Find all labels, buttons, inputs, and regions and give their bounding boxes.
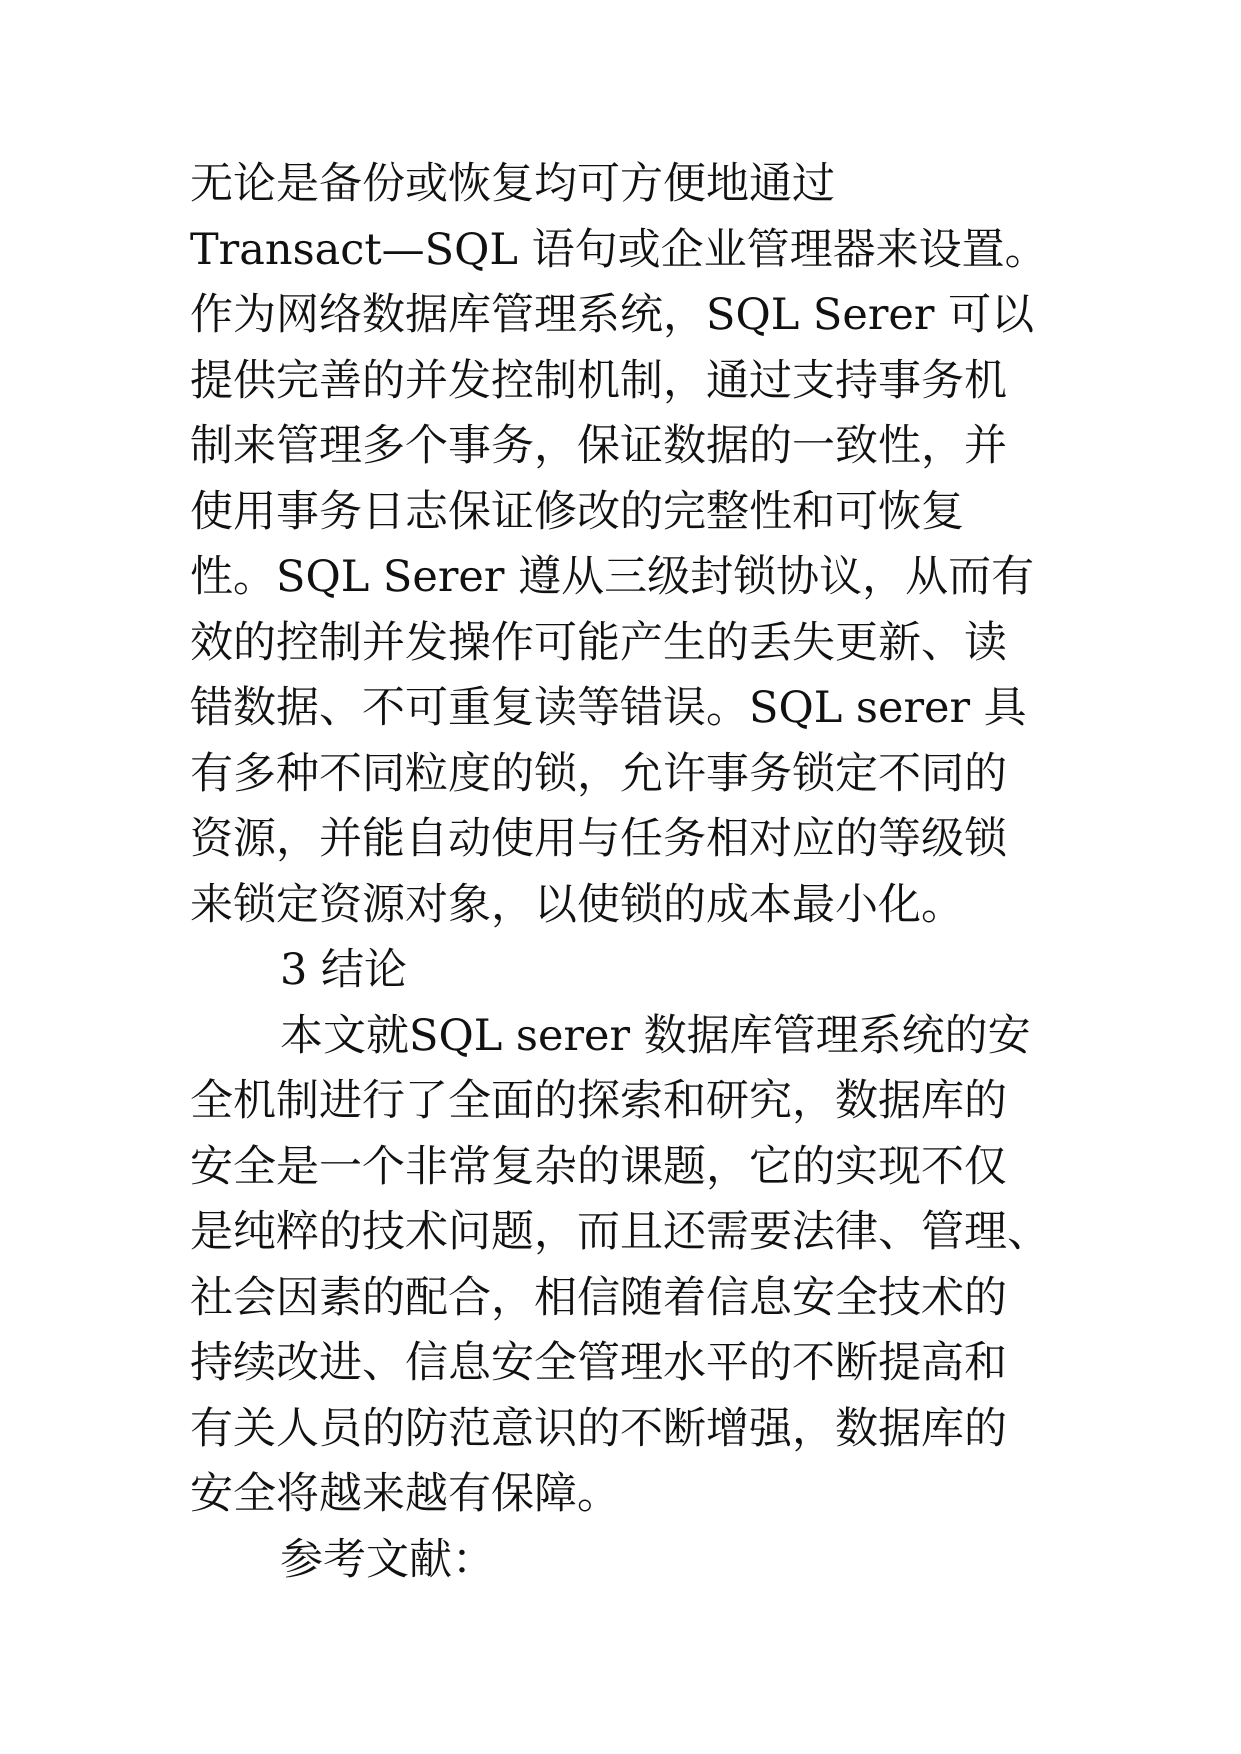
paragraph-line: 是纯粹的技术问题，而且还需要法律、管理、 [190,1207,1050,1257]
paragraph-line: 资源，并能自动使用与任务相对应的等级锁 [190,814,1007,864]
paragraph-line: 效的控制并发操作可能产生的丢失更新、读 [190,617,1007,668]
paragraph-line: 作为网络数据库管理系统，SQL Serer 可以 [190,290,1035,340]
paragraph-line: 持续改进、信息安全管理水平的不断提高和 [190,1338,1007,1388]
paragraph-line: Transact—SQL 语句或企业管理器来设置。 [190,224,1048,275]
paragraph-line: 制来管理多个事务，保证数据的一致性，并 [190,421,1007,471]
paragraph-line: 全机制进行了全面的探索和研究，数据库的 [190,1076,1007,1126]
paragraph-line: 安全将越来越有保障。 [190,1469,620,1519]
paragraph-line: 错数据、不可重复读等错误。SQL serer 具 [190,683,1027,733]
paragraph-line: 有多种不同粒度的锁，允许事务锁定不同的 [190,748,1007,799]
paragraph-line: 本文就SQL serer 数据库管理系统的安 [280,1010,1031,1061]
section-heading: 3 结论 [280,945,408,995]
paragraph-line: 安全是一个非常复杂的课题，它的实现不仅 [190,1141,1007,1192]
body-text [190,152,1070,1593]
paragraph-line: 来锁定资源对象，以使锁的成本最小化。 [190,879,964,930]
paragraph-line: 使用事务日志保证修改的完整性和可恢复 [190,486,964,537]
paragraph-line: 有关人员的防范意识的不断增强，数据库的 [190,1403,1007,1454]
paragraph-line: 提供完善的并发控制机制，通过支持事务机 [190,355,1007,406]
paragraph-line: 无论是备份或恢复均可方便地通过 [190,159,835,209]
paragraph-line: 性。SQL Serer 遵从三级封锁协议，从而有 [190,552,1035,602]
references-heading: 参考文献： [280,1534,495,1585]
paragraph-line: 社会因素的配合，相信随着信息安全技术的 [190,1272,1007,1323]
